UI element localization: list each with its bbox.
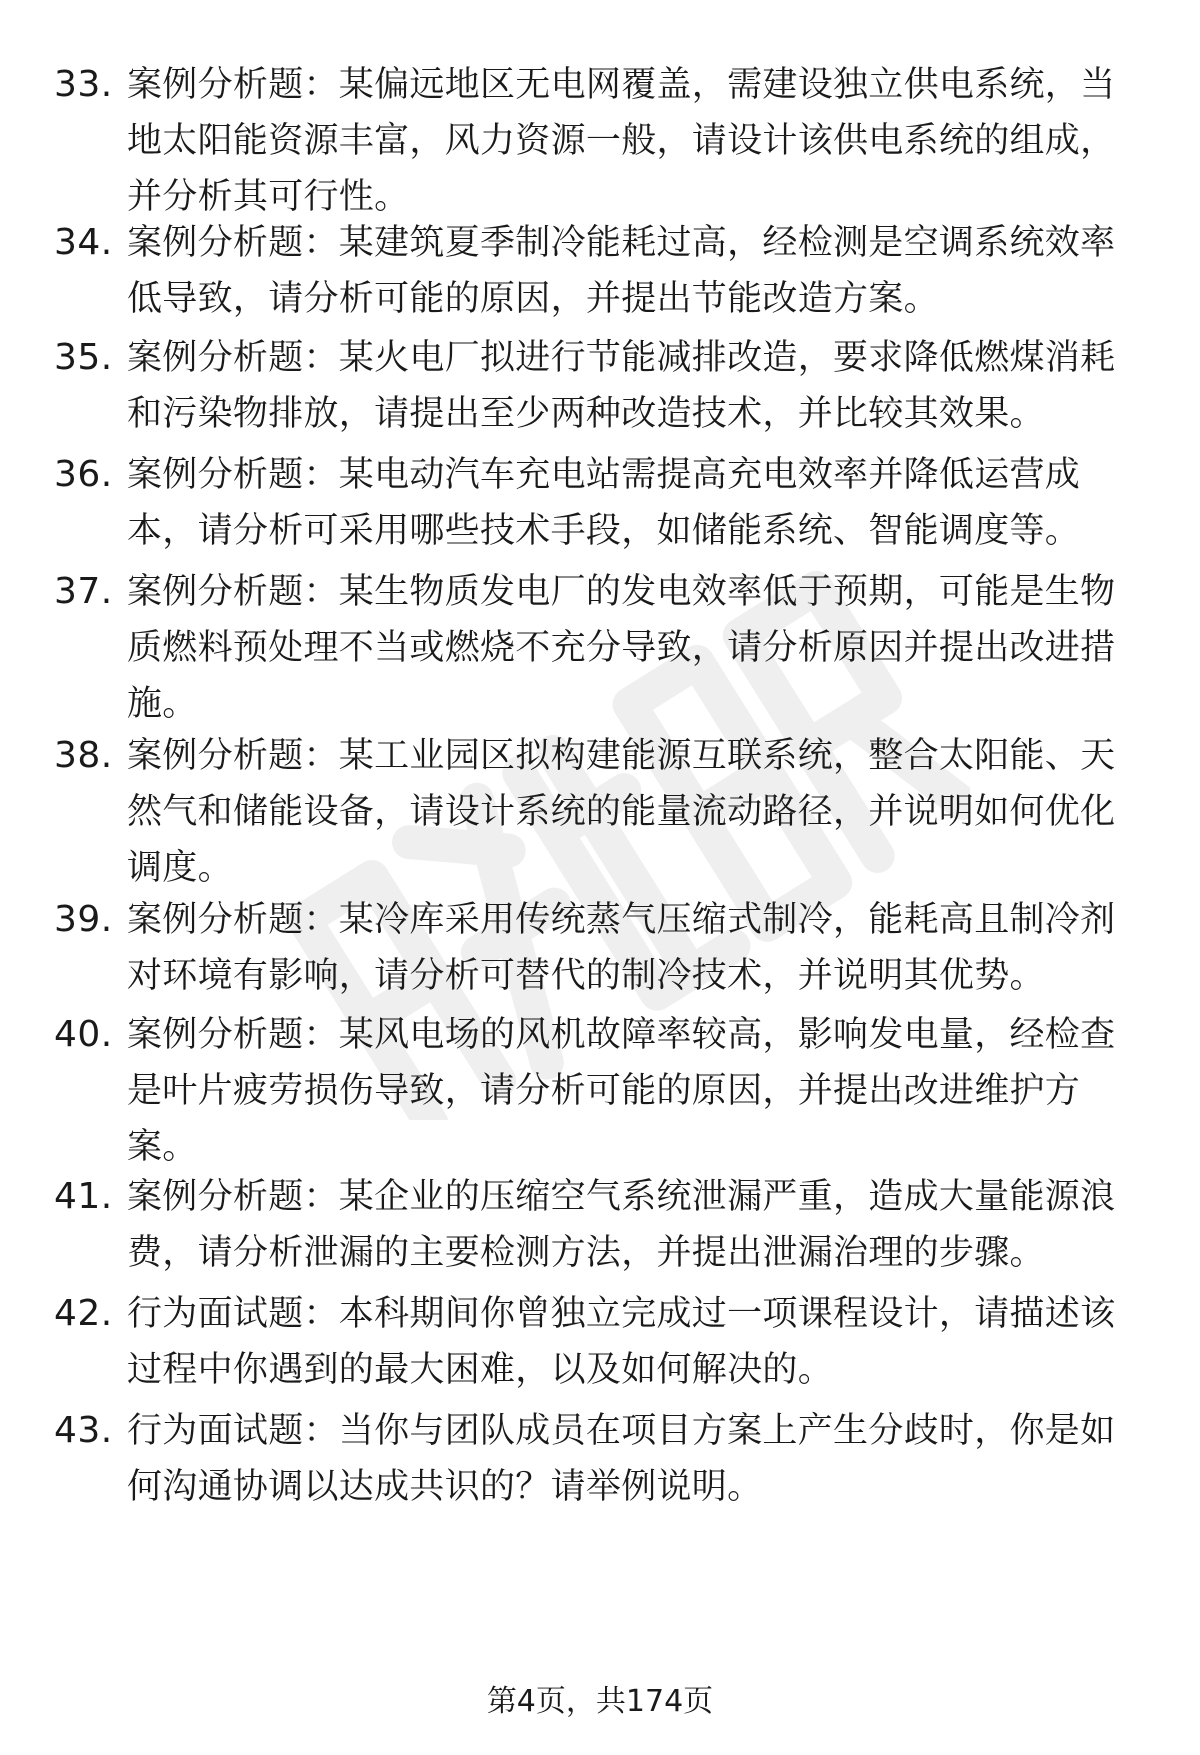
page-footer bbox=[0, 1680, 1200, 1724]
question-item bbox=[54, 1007, 1154, 1167]
question-number: 35. bbox=[54, 337, 113, 378]
page-number-label: 第4页，共174页 bbox=[486, 1684, 714, 1719]
question-text: 案例分析题：某冷库采用传统蒸气压缩式制冷，能耗高且制冷剂对环境有影响，请分析可替代的制冷技术，并说明其优势。 bbox=[127, 900, 1116, 996]
question-number: 37. bbox=[54, 571, 113, 612]
question-text: 案例分析题：某风电场的风机故障率较高，影响发电量，经检查是叶片疲劳损伤导致，请分析可能的原因，并提出改进维护方案。 bbox=[127, 1015, 1116, 1167]
question-number: 34. bbox=[54, 222, 113, 263]
question-text: 行为面试题：本科期间你曾独立完成过一项课程设计，请描述该过程中你遇到的最大困难，以及如何解决的。 bbox=[127, 1294, 1116, 1390]
question-item bbox=[54, 564, 1154, 724]
question-text: 案例分析题：某偏远地区无电网覆盖，需建设独立供电系统，当地太阳能资源丰富，风力资源一般，请设计该供电系统的组成，并分析其可行性。 bbox=[127, 65, 1116, 217]
question-text: 行为面试题：当你与团队成员在项目方案上产生分歧时，你是如何沟通协调以达成共识的？请举例说明。 bbox=[127, 1411, 1116, 1507]
question-number: 39. bbox=[54, 899, 113, 940]
question-text: 案例分析题：某建筑夏季制冷能耗过高，经检测是空调系统效率低导致，请分析可能的原因，并提出节能改造方案。 bbox=[127, 223, 1116, 319]
question-text: 案例分析题：某火电厂拟进行节能减排改造，要求降低燃煤消耗和污染物排放，请提出至少两种改造技术，并比较其效果。 bbox=[127, 338, 1116, 434]
question-item bbox=[54, 1403, 1154, 1563]
question-text: 案例分析题：某企业的压缩空气系统泄漏严重，造成大量能源浪费，请分析泄漏的主要检测方法，并提出泄漏治理的步骤。 bbox=[127, 1177, 1116, 1273]
question-number: 36. bbox=[54, 454, 113, 495]
question-item bbox=[54, 728, 1154, 888]
question-text: 案例分析题：某生物质发电厂的发电效率低于预期，可能是生物质燃料预处理不当或燃烧不充分导致，请分析原因并提出改进措施。 bbox=[127, 572, 1116, 724]
question-number: 40. bbox=[54, 1014, 113, 1055]
question-number: 43. bbox=[54, 1410, 113, 1451]
question-text: 案例分析题：某工业园区拟构建能源互联系统，整合太阳能、天然气和储能设备，请设计系统的能量流动路径，并说明如何优化调度。 bbox=[127, 736, 1116, 888]
question-item bbox=[54, 57, 1154, 217]
question-number: 38. bbox=[54, 735, 113, 776]
question-text: 案例分析题：某电动汽车充电站需提高充电效率并降低运营成本，请分析可采用哪些技术手段，如储能系统、智能调度等。 bbox=[127, 455, 1081, 551]
question-number: 41. bbox=[54, 1176, 113, 1217]
question-number: 42. bbox=[54, 1293, 113, 1334]
question-number: 33. bbox=[54, 64, 113, 105]
